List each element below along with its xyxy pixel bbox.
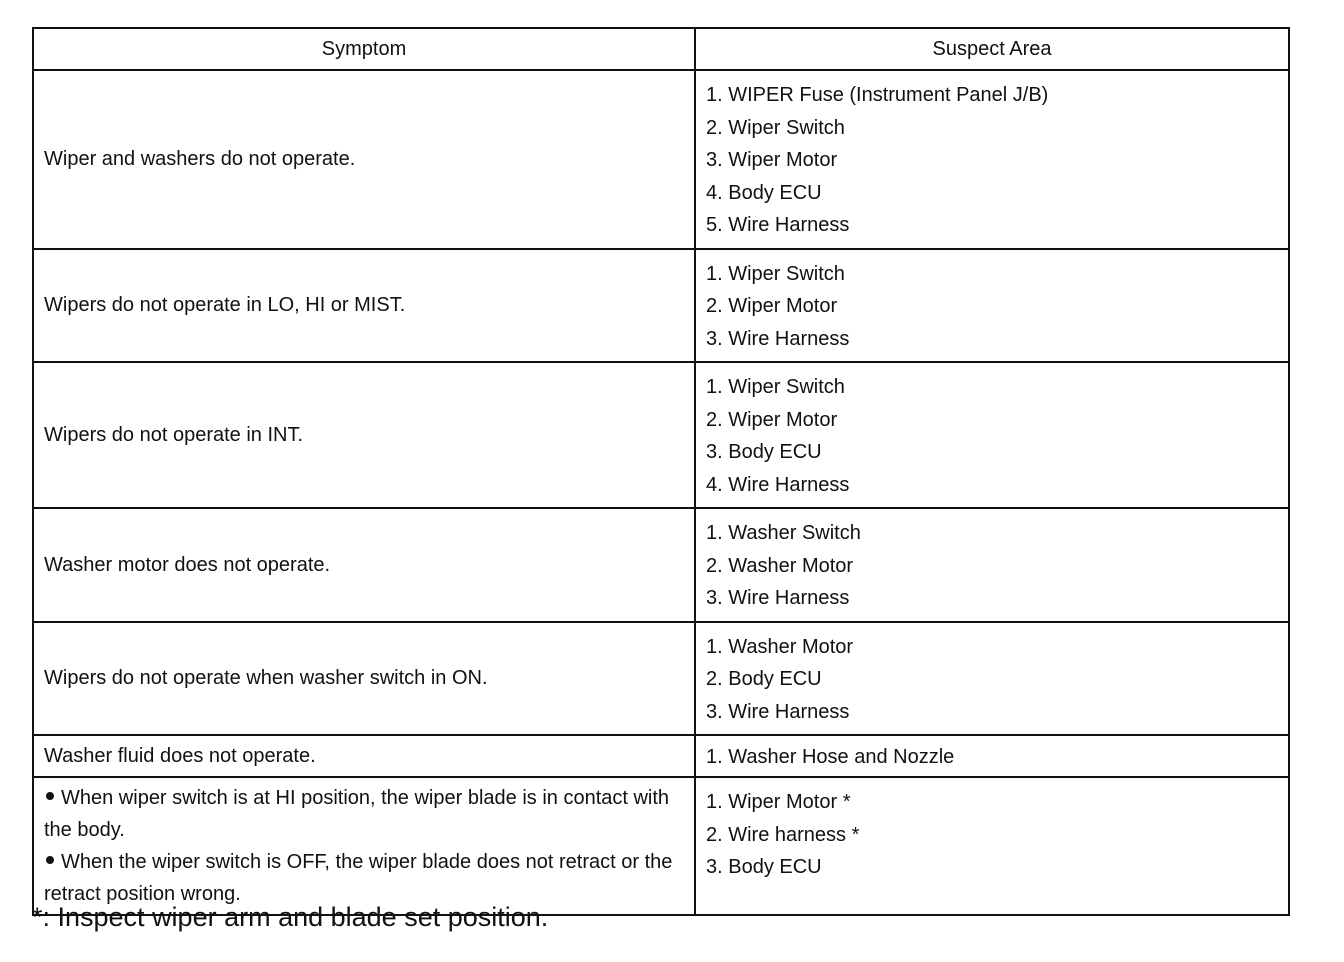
troubleshooting-table — [32, 27, 1290, 916]
symptom-bullet-text: When the wiper switch is OFF, the wiper blade does not retract or the retract position wrong. — [44, 851, 673, 905]
suspect-item: 2. Body ECU — [706, 668, 822, 690]
table-row — [33, 70, 1289, 249]
symptom-bullet-item — [44, 782, 682, 846]
suspect-item: 4. Body ECU — [706, 181, 822, 204]
suspect-item: 3. Wire Harness — [706, 327, 850, 350]
symptom-cell — [33, 777, 695, 915]
suspect-area-cell — [695, 249, 1289, 363]
suspect-item: 2. Washer Motor — [706, 554, 854, 577]
bullet-icon — [46, 856, 54, 864]
symptom-cell: Washer motor does not operate. — [33, 508, 695, 622]
table-row — [33, 508, 1289, 622]
suspect-item: 2. Wiper Motor — [706, 408, 838, 431]
footnote: *: Inspect wiper arm and blade set position. — [32, 902, 549, 932]
suspect-item: 2. Wiper Motor — [706, 295, 838, 317]
suspect-item: 3. Body ECU — [706, 441, 822, 463]
suspect-item: 1. Wiper Switch — [706, 262, 845, 285]
suspect-item: 1. Washer Motor — [706, 635, 854, 658]
symptom-cell: Wipers do not operate when washer switch in ON. — [33, 622, 695, 736]
suspect-item: 5. Wire Harness — [706, 214, 850, 236]
symptom-cell: Washer fluid does not operate. — [33, 735, 695, 777]
table-header-row — [33, 28, 1289, 70]
suspect-item: 1. WIPER Fuse (Instrument Panel J/B) — [706, 84, 1049, 106]
suspect-list — [706, 71, 1288, 248]
suspect-list — [706, 363, 1288, 507]
suspect-item: 1. Wiper Switch — [706, 376, 845, 398]
header-symptom: Symptom — [33, 28, 695, 70]
suspect-list — [706, 739, 1288, 774]
suspect-item: 3. Body ECU — [706, 856, 822, 878]
symptom-cell: Wipers do not operate in LO, HI or MIST. — [33, 249, 695, 363]
table-row — [33, 249, 1289, 363]
suspect-item: 1. Washer Switch — [706, 522, 861, 544]
header-suspect-area: Suspect Area — [695, 28, 1289, 70]
table-row — [33, 362, 1289, 508]
suspect-area-cell — [695, 735, 1289, 777]
suspect-list — [706, 623, 1288, 735]
suspect-item: 3. Wire Harness — [706, 587, 850, 609]
suspect-item: 1. Wiper Motor * — [706, 791, 851, 813]
suspect-area-cell — [695, 622, 1289, 736]
suspect-item: 3. Wiper Motor — [706, 149, 838, 171]
suspect-list — [706, 250, 1288, 362]
suspect-list — [706, 509, 1288, 621]
suspect-area-cell — [695, 70, 1289, 249]
bullet-icon — [46, 792, 54, 800]
suspect-area-cell — [695, 508, 1289, 622]
suspect-item: 4. Wire Harness — [706, 473, 850, 496]
table-row — [33, 777, 1289, 915]
table-row — [33, 622, 1289, 736]
suspect-item: 2. Wire harness * — [706, 823, 860, 846]
suspect-item: 2. Wiper Switch — [706, 116, 845, 139]
table-row — [33, 735, 1289, 777]
symptom-cell: Wiper and washers do not operate. — [33, 70, 695, 249]
suspect-list — [706, 778, 1288, 890]
suspect-item: 1. Washer Hose and Nozzle — [706, 745, 955, 768]
symptom-bullet-text: When wiper switch is at HI position, the wiper blade is in contact with the body. — [44, 787, 670, 841]
symptom-cell: Wipers do not operate in INT. — [33, 362, 695, 508]
suspect-area-cell — [695, 362, 1289, 508]
suspect-area-cell — [695, 777, 1289, 915]
suspect-item: 3. Wire Harness — [706, 700, 850, 723]
